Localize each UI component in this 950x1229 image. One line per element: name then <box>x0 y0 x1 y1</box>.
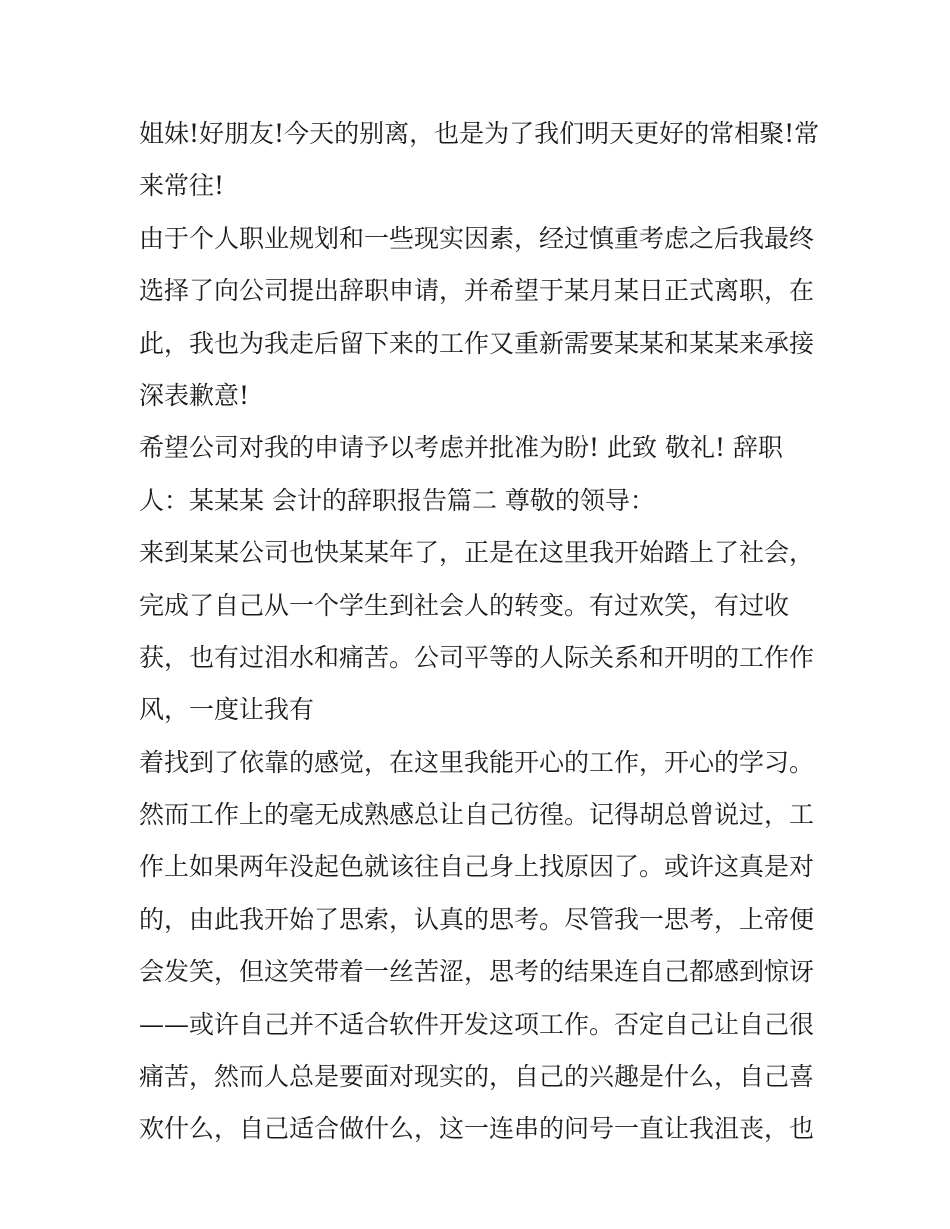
text-line: 的，由此我开始了思索，认真的思考。尽管我一思考，上帝便 <box>139 904 815 934</box>
text-line: 希望公司对我的申请予以考虑并批准为盼! 此致 敬礼! 辞职 <box>139 433 783 463</box>
text-line: 作上如果两年没起色就该往自己身上找原因了。或许这真是对 <box>139 852 815 882</box>
text-line: 深表歉意! <box>139 380 250 410</box>
text-line: 风，一度让我有 <box>139 695 315 725</box>
text-line: 来常往! <box>139 171 225 201</box>
text-line: 完成了自己从一个学生到社会人的转变。有过欢笑，有过收 <box>139 590 790 620</box>
text-line: ——或许自己并不适合软件开发这项工作。否定自己让自己很 <box>139 1009 815 1039</box>
text-line: 此，我也为我走后留下来的工作又重新需要某某和某某来承接 <box>139 328 815 358</box>
text-line: 会发笑，但这笑带着一丝苦涩，思考的结果连自己都感到惊讶 <box>139 957 815 987</box>
text-line: 选择了向公司提出辞职申请，并希望于某月某日正式离职，在 <box>139 276 815 306</box>
text-line: 获，也有过泪水和痛苦。公司平等的人际关系和开明的工作作 <box>139 642 815 672</box>
text-line: 然而工作上的毫无成熟感总让自己彷徨。记得胡总曾说过，工 <box>139 800 815 830</box>
text-line: 来到某某公司也快某某年了，正是在这里我开始踏上了社会， <box>139 538 815 568</box>
text-line: 欢什么，自己适合做什么，这一连串的问号一直让我沮丧，也 <box>139 1114 815 1144</box>
text-line: 由于个人职业规划和一些现实因素，经过慎重考虑之后我最终 <box>139 223 815 253</box>
text-line: 姐妹!好朋友!今天的别离，也是为了我们明天更好的常相聚!常 <box>139 119 820 148</box>
document-body <box>139 108 829 1156</box>
text-line: 着找到了依靠的感觉，在这里我能开心的工作，开心的学习。 <box>139 747 815 777</box>
text-line: 痛苦，然而人总是要面对现实的，自己的兴趣是什么，自己喜 <box>139 1062 815 1092</box>
text-line: 人：某某某 会计的辞职报告篇二 尊敬的领导： <box>139 485 655 515</box>
